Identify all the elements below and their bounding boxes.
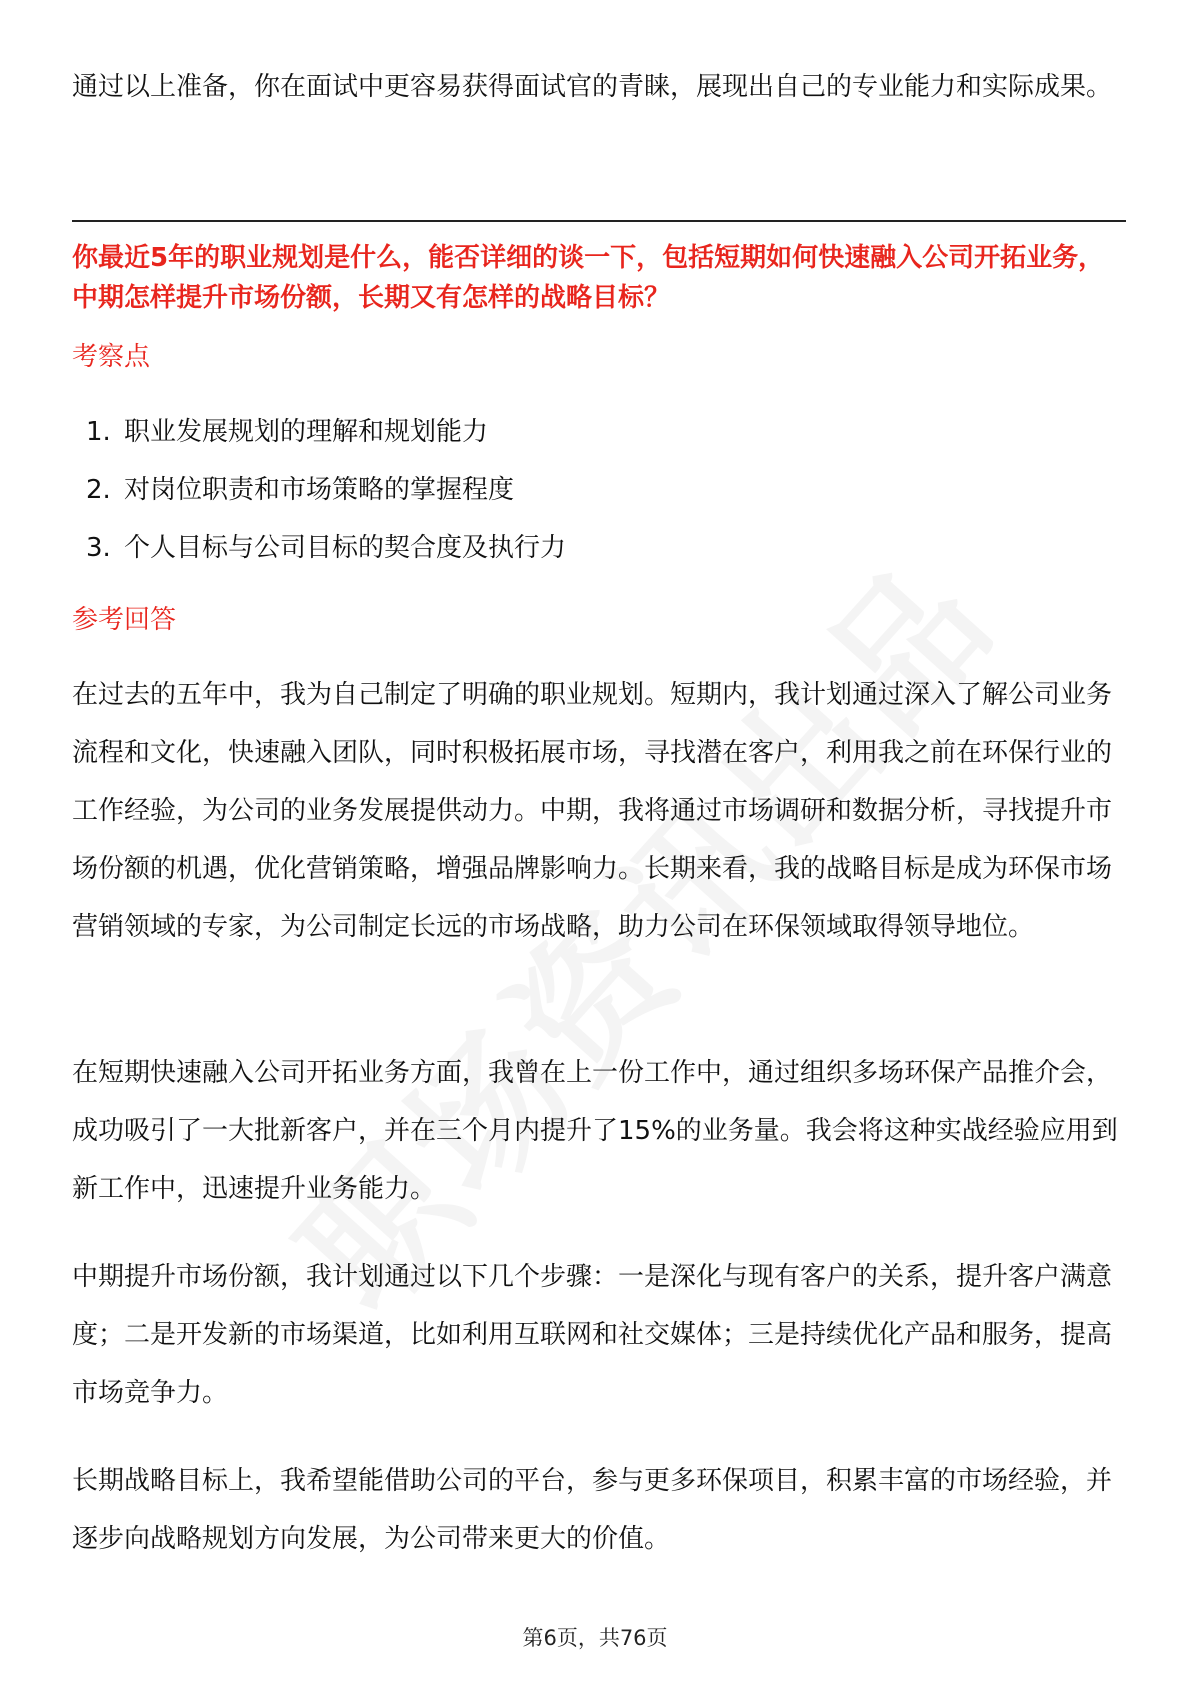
page-footer: 第6页，共76页 bbox=[522, 1626, 668, 1650]
answer-paragraph: 在过去的五年中，我为自己制定了明确的职业规划。短期内，我计划通过深入了解公司业务流程和文化，快速融入团队，同时积极拓展市场，寻找潜在客户，利用我之前在环保行业的工作经验，为公司的业务发展提供动力。中期，我将通过市场调研和数据分析，寻找提升市场份额的机遇，优化营销策略，增强品牌影响力。长期来看，我的战略目标是成为环保市场营销领域的专家，为公司制定长远的市场战略，助力公司在环保领域取得领导地位。 bbox=[72, 680, 1113, 942]
list-item bbox=[86, 403, 566, 461]
list-item-number: 1. bbox=[86, 417, 111, 447]
question-heading: 你最近5年的职业规划是什么，能否详细的谈一下，包括短期如何快速融入公司开拓业务，中期怎样提升市场份额，长期又有怎样的战略目标？ bbox=[72, 243, 1105, 313]
list-item-text: 对岗位职责和市场策略的掌握程度 bbox=[124, 475, 515, 505]
list-item-number: 3. bbox=[86, 533, 111, 563]
assessment-title: 考察点 bbox=[72, 342, 151, 372]
answer-paragraph: 长期战略目标上，我希望能借助公司的平台，参与更多环保项目，积累丰富的市场经验，并逐步向战略规划方向发展，为公司带来更大的价值。 bbox=[72, 1466, 1113, 1554]
answer-title: 参考回答 bbox=[72, 605, 177, 635]
answer-paragraph: 中期提升市场份额，我计划通过以下几个步骤：一是深化与现有客户的关系，提升客户满意度；二是开发新的市场渠道，比如利用互联网和社交媒体；三是持续优化产品和服务，提高市场竞争力。 bbox=[72, 1262, 1113, 1408]
list-item bbox=[86, 519, 566, 577]
answer-paragraph: 在短期快速融入公司开拓业务方面，我曾在上一份工作中，通过组织多场环保产品推介会，成功吸引了一大批新客户，并在三个月内提升了15%的业务量。我会将这种实战经验应用到新工作中，迅速提升业务能力。 bbox=[72, 1058, 1118, 1204]
section-divider bbox=[72, 220, 1126, 222]
document-page bbox=[72, 0, 1126, 1684]
assessment-list bbox=[86, 403, 566, 577]
list-item-text: 个人目标与公司目标的契合度及执行力 bbox=[124, 533, 567, 563]
list-item bbox=[86, 461, 566, 519]
intro-paragraph: 通过以上准备，你在面试中更容易获得面试官的青睐，展现出自己的专业能力和实际成果。 bbox=[72, 72, 1113, 102]
list-item-text: 职业发展规划的理解和规划能力 bbox=[124, 417, 489, 447]
list-item-number: 2. bbox=[86, 475, 111, 505]
